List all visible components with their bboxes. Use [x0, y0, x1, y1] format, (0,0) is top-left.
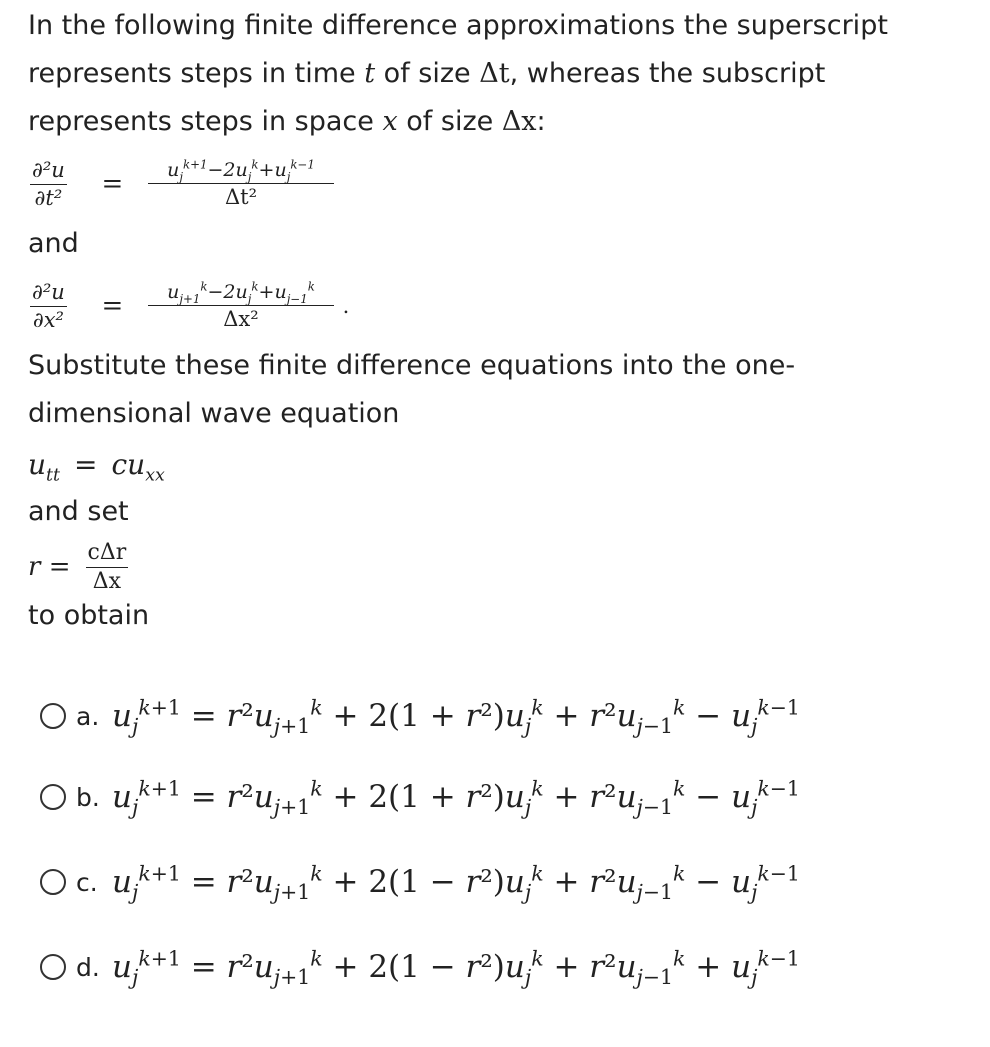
- option-a-equation: $u_j^{k+1} = r^2u_{j+1}^k + 2(1 + r^2)u_j^k + r^2u_{j-1}^k - u_j^{k-1}$: [112, 695, 800, 739]
- radio-circle-icon[interactable]: [40, 784, 66, 810]
- eq2-rhs-fraction: $\frac{u_{j+1}^k-2u_j^k+u_{j-1}^k}{\text{Δx²}}$: [148, 281, 334, 331]
- eq1-rhs-fraction: $\frac{u_j^{k+1}-2u_j^k+u_j^{k-1}}{\text{Δt²}}$: [148, 159, 334, 209]
- option-b[interactable]: b. $u_j^{k+1} = r^2u_{j+1}^k + 2(1 + r^2)u_j^k + r^2u_{j-1}^k - u_j^{k-1}$: [40, 774, 800, 820]
- wave-equation: $u_{tt} = cu_{xx}$: [28, 448, 165, 486]
- eq1-lhs-fraction: $\frac{\text{∂²u}}{\text{∂t²}}$: [32, 158, 65, 210]
- option-c[interactable]: c. $u_j^{k+1} = r^2u_{j+1}^k + 2(1 - r^2)u_j^k + r^2u_{j-1}^k - u_j^{k-1}$: [40, 859, 800, 905]
- option-b-equation: $u_j^{k+1} = r^2u_{j+1}^k + 2(1 + r^2)u_j^k + r^2u_{j-1}^k - u_j^{k-1}$: [112, 776, 800, 820]
- option-a[interactable]: a. $u_j^{k+1} = r^2u_{j+1}^k + 2(1 + r^2)u_j^k + r^2u_{j-1}^k - u_j^{k-1}$: [40, 693, 800, 739]
- intro-line-3: represents steps in space x of size Δx:: [28, 106, 546, 137]
- intro-line-2: represents steps in time t of size Δt, whereas the subscript: [28, 58, 826, 89]
- substitute-line-1: Substitute these finite difference equations into the one-: [28, 350, 796, 381]
- and-label: and: [28, 228, 79, 259]
- option-d-equation: $u_j^{k+1} = r^2u_{j+1}^k + 2(1 - r^2)u_j^k + r^2u_{j-1}^k + u_j^{k-1}$: [112, 946, 800, 990]
- intro-line-1: In the following finite difference approximations the superscript: [28, 10, 888, 41]
- to-obtain-label: to obtain: [28, 600, 150, 631]
- space-difference-equation: $\frac{\text{∂²u}}{\text{∂x²}}$ = $\frac{u_{j+1}^k-2u_j^k+u_{j-1}^k}{\text{Δx²}}$ .: [32, 279, 350, 332]
- radio-circle-icon[interactable]: [40, 869, 66, 895]
- and-set-label: and set: [28, 496, 129, 527]
- option-c-equation: $u_j^{k+1} = r^2u_{j+1}^k + 2(1 - r^2)u_j^k + r^2u_{j-1}^k - u_j^{k-1}$: [112, 861, 800, 905]
- r-definition: r = $\frac{\text{cΔr}}{\Delta x}$: [28, 540, 127, 594]
- radio-circle-icon[interactable]: [40, 954, 66, 980]
- eq2-lhs-fraction: $\frac{\text{∂²u}}{\text{∂x²}}$: [32, 280, 65, 332]
- option-d[interactable]: d. $u_j^{k+1} = r^2u_{j+1}^k + 2(1 - r^2)u_j^k + r^2u_{j-1}^k + u_j^{k-1}$: [40, 944, 800, 990]
- r-fraction: $\frac{\text{cΔr}}{\Delta x}$: [87, 540, 127, 594]
- time-difference-equation: $\frac{\text{∂²u}}{\text{∂t²}}$ = $\frac{u_j^{k+1}-2u_j^k+u_j^{k-1}}{\text{Δt²}}$: [30, 158, 334, 210]
- substitute-line-2: dimensional wave equation: [28, 398, 400, 429]
- radio-circle-icon[interactable]: [40, 703, 66, 729]
